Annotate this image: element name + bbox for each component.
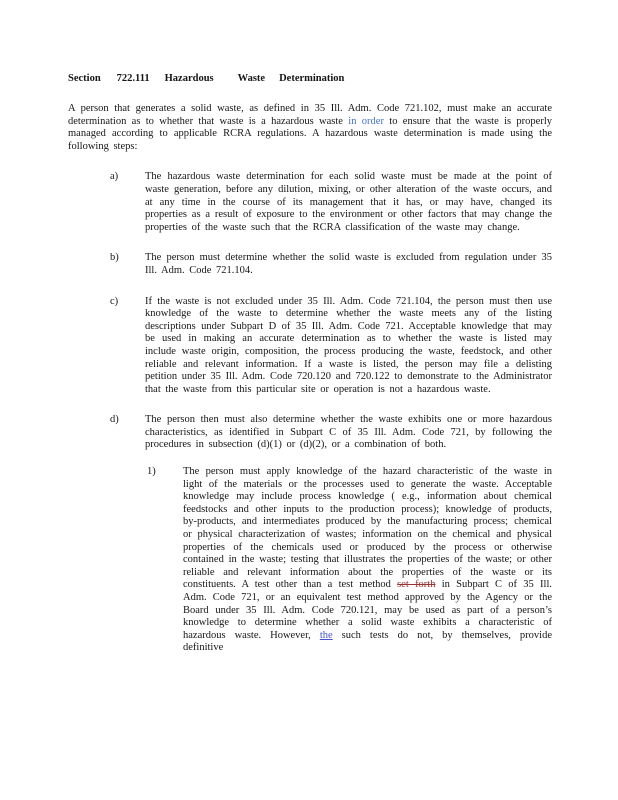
list-item-d1	[68, 466, 552, 655]
d1-text-part1: The person must apply knowledge of the hazard characteristic of the waste in light of the materials or the processes used to generate the waste. Acceptable knowledge may include process knowledge ( e.g., information about chemical feedstocks and other inputs to the production process); knowledge of products, by-products, and intermediates produced by the manufacturing process; chemical or physical characterization of wastes; information on the chemical and physical properties of the chemicals used or produced by the process or otherwise contained in the waste; testing that illustrates the properties of the waste; or other reliable and relevant information about the properties of the waste or its constituents. A test other than a test method	[183, 466, 552, 591]
section-title-word-1: Hazardous	[164, 73, 214, 84]
item-c-label: c)	[110, 295, 119, 307]
section-number: 722.111	[116, 73, 150, 84]
deleted-text-strikethrough: set forth	[397, 579, 436, 591]
d1-text-part3: such tests do not, by themselves, provide definitive	[183, 629, 552, 654]
d1-text-part2: in Subpart C of 35 Ill. Adm. Code 721, or an equivalent test method approved by the Agency or the Board under 35 Ill. Adm. Code 720.121, may be used as part of a person’s knowledge to determine whether a solid waste exhibits a characteristic of hazardous waste. However,	[183, 579, 552, 641]
intro-text-after: to ensure that the waste is properly managed according to applicable RCRA regulations. A hazardous waste determination is made using the following steps:	[68, 115, 552, 152]
intro-text-before: A person that generates a solid waste, as defined in 35 Ill. Adm. Code 721.102, must make an accurate determination as to whether that waste is a hazardous waste	[68, 103, 552, 127]
item-a-text: The hazardous waste determination for each solid waste must be made at the point of waste generation, before any dilution, mixing, or other alteration of the waste occurs, and at any time in the course of its management that it has, or may have, changed its properties as a result of exposure to the environment or other factors that may change the properties of the waste such that the RCRA classification of the waste may change.	[145, 171, 552, 233]
list-item-b	[68, 252, 552, 277]
item-d1-label: 1)	[147, 466, 156, 478]
item-d-text: The person then must also determine whether the waste exhibits one or more hazardous characteristics, as identified in Subpart C of 35 Ill. Adm. Code 721, by following the procedures in subsection (d)(1) or (d)(2), or a combination of both.	[145, 414, 552, 451]
item-b-text: The person must determine whether the solid waste is excluded from regulation under 35 Ill. Adm. Code 721.104.	[145, 252, 552, 276]
section-label: Section	[68, 73, 101, 84]
list-item-a	[68, 171, 552, 234]
list-item-c	[68, 296, 552, 397]
section-title-word-2: Waste	[237, 73, 266, 84]
section-heading	[68, 72, 552, 85]
list-item-d	[68, 414, 552, 452]
intro-paragraph	[68, 103, 552, 153]
in-order-link[interactable]: in order	[348, 115, 384, 127]
item-d1-text	[183, 466, 552, 655]
item-c-text: If the waste is not excluded under 35 Ill. Adm. Code 721.104, the person must then use knowledge of the waste to determine whether the waste meets any of the listing descriptions under Subpart D of 35 Ill. Adm. Code 721. Acceptable knowledge that may be used in making an accurate determination as to whether the waste is listed may include waste origin, composition, the process producing the waste, feedstock, and other reliable and relevant information. If a waste is listed, the person may file a delisting petition under 35 Ill. Adm. Code 720.120 and 720.122 to demonstrate to the Administrator that the waste from this particular site or operation is not a hazardous waste.	[145, 295, 552, 395]
item-b-label: b)	[110, 252, 119, 264]
item-d-label: d)	[110, 414, 119, 426]
document-content	[68, 72, 552, 655]
inserted-text-underline: the	[319, 629, 333, 641]
item-a-label: a)	[110, 171, 119, 183]
section-title-word-3: Determination	[279, 73, 345, 84]
